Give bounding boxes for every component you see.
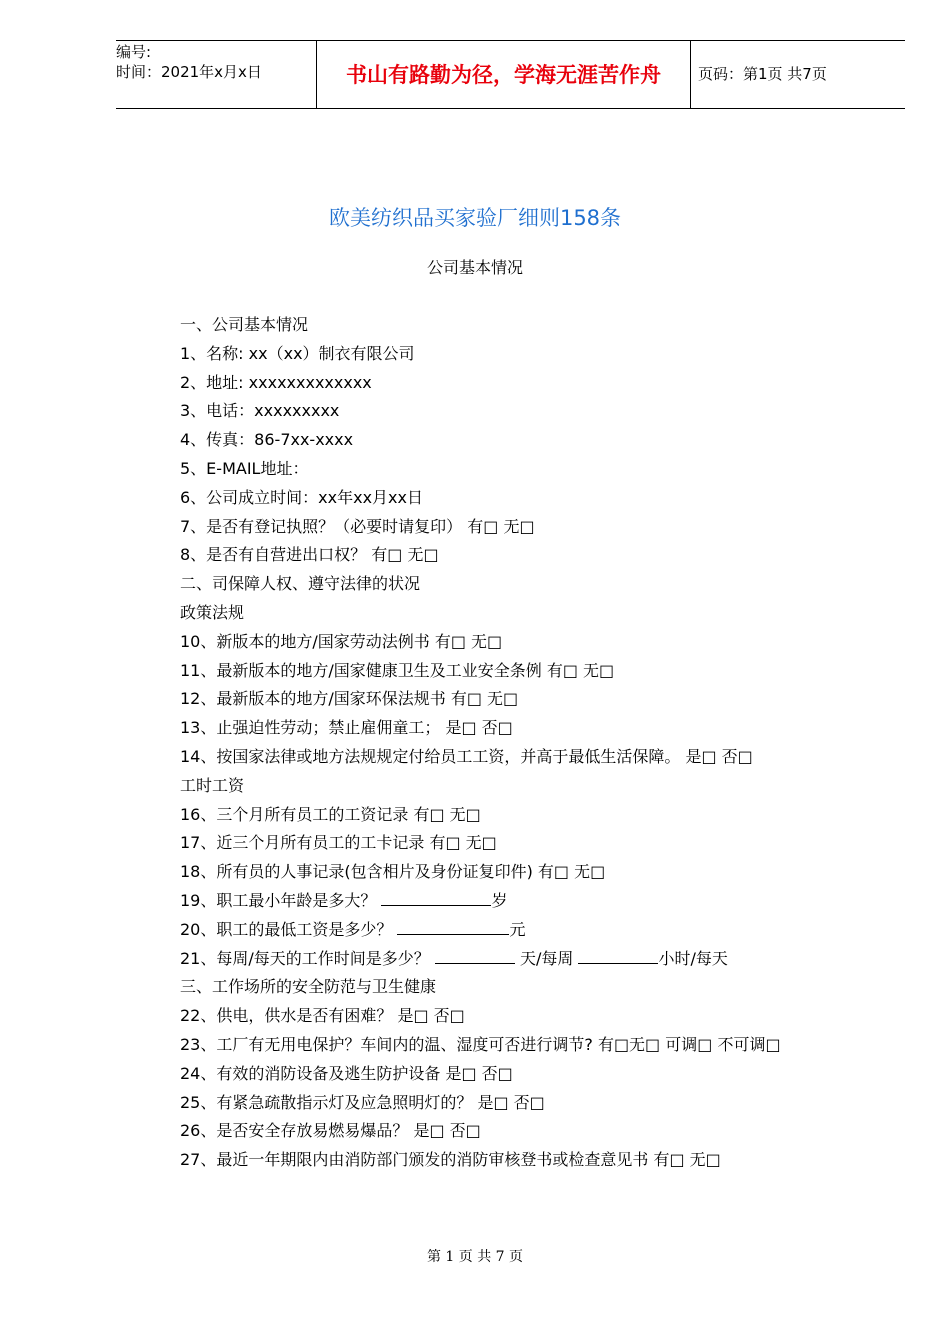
body-line: 13、止强迫性劳动；禁止雇佣童工； 是□ 否□ [180, 718, 513, 738]
section-heading: 三、工作场所的安全防范与卫生健康 [180, 977, 437, 997]
body-line: 3、电话：xxxxxxxxx [180, 401, 340, 421]
document-subtitle: 公司基本情况 [426, 258, 523, 277]
page-header [116, 40, 905, 109]
body-line: 2、地址: xxxxxxxxxxxxx [180, 372, 372, 392]
body-line: 18、所有员的人事记录(包含相片及身份证复印件) 有□ 无□ [180, 862, 606, 882]
body-line: 27、最近一年期限内由消防部门颁发的消防审核登书或检查意见书 有□ 无□ [180, 1150, 721, 1170]
page-footer: 第 1 页 共 7 页 [426, 1249, 524, 1265]
q21-unit-days: 天/每周 [519, 948, 574, 968]
document-title: 欧美纺织品买家验厂细则158条 [328, 206, 622, 230]
header-meta [116, 41, 316, 109]
body-line: 一、公司基本情况 [180, 315, 309, 334]
body-line: 1、名称: xx（xx）制衣有限公司 [180, 343, 415, 363]
subsection-heading: 工时工资 [180, 775, 245, 795]
q19-blank[interactable] [381, 891, 491, 906]
time-label: 时间：2021年x月x日 [116, 63, 262, 81]
body-line: 4、传真：86-7xx-xxxx [180, 430, 354, 450]
q21-unit-hours: 小时/每天 [658, 948, 728, 968]
body-line: 6、公司成立时间：xx年xx月xx日 [180, 487, 423, 507]
q19-unit: 岁 [491, 890, 508, 910]
q21-text: 21、每周/每天的工作时间是多少？ [180, 948, 430, 968]
header-motto: 书山有路勤为径，学海无涯苦作舟 [316, 41, 691, 108]
document-body [180, 311, 900, 1175]
body-line: 25、有紧急疏散指示灯及应急照明灯的？ 是□ 否□ [180, 1092, 545, 1112]
body-line: 17、近三个月所有员工的工卡记录 有□ 无□ [180, 833, 497, 853]
number-label: 编号: [116, 43, 152, 61]
q19-text: 19、职工最小年龄是多大？ [180, 890, 377, 910]
q20-text: 20、职工的最低工资是多少？ [180, 919, 393, 939]
body-line: 12、最新版本的地方/国家环保法规书 有□ 无□ [180, 689, 519, 709]
body-line: 14、按国家法律或地方法规规定付给员工工资，并高于最低生活保障。 是□ 否□ [180, 746, 753, 766]
q21-blank-hours[interactable] [578, 949, 658, 964]
q21-line [180, 945, 900, 974]
body-line: 5、E-MAIL地址： [180, 458, 309, 478]
body-line: 23、工厂有无用电保护？车间内的温、湿度可否进行调节? 有□无□ 可调□ 不可调□ [180, 1034, 781, 1054]
q19-line [180, 887, 900, 916]
body-line: 26、是否安全存放易燃易爆品？ 是□ 否□ [180, 1121, 481, 1141]
body-line: 11、最新版本的地方/国家健康卫生及工业安全条例 有□ 无□ [180, 660, 615, 680]
body-line: 16、三个月所有员工的工资记录 有□ 无□ [180, 804, 481, 824]
section-heading: 二、司保障人权、遵守法律的状况 [180, 574, 421, 594]
body-line: 8、是否有自营进出口权？ 有□ 无□ [180, 545, 439, 565]
q20-line [180, 916, 900, 945]
body-line: 22、供电，供水是否有困难？ 是□ 否□ [180, 1006, 465, 1026]
page-indicator: 页码：第1页 共7页 [698, 65, 827, 83]
body-line: 7、是否有登记执照？（必要时请复印） 有□ 无□ [180, 516, 535, 536]
body-line: 10、新版本的地方/国家劳动法例书 有□ 无□ [180, 631, 503, 651]
body-line: 24、有效的消防设备及逃生防护设备 是□ 否□ [180, 1063, 513, 1083]
subsection-heading: 政策法规 [180, 602, 245, 622]
q21-blank-days[interactable] [435, 949, 515, 964]
q20-unit: 元 [509, 919, 526, 939]
q20-blank[interactable] [397, 920, 509, 935]
